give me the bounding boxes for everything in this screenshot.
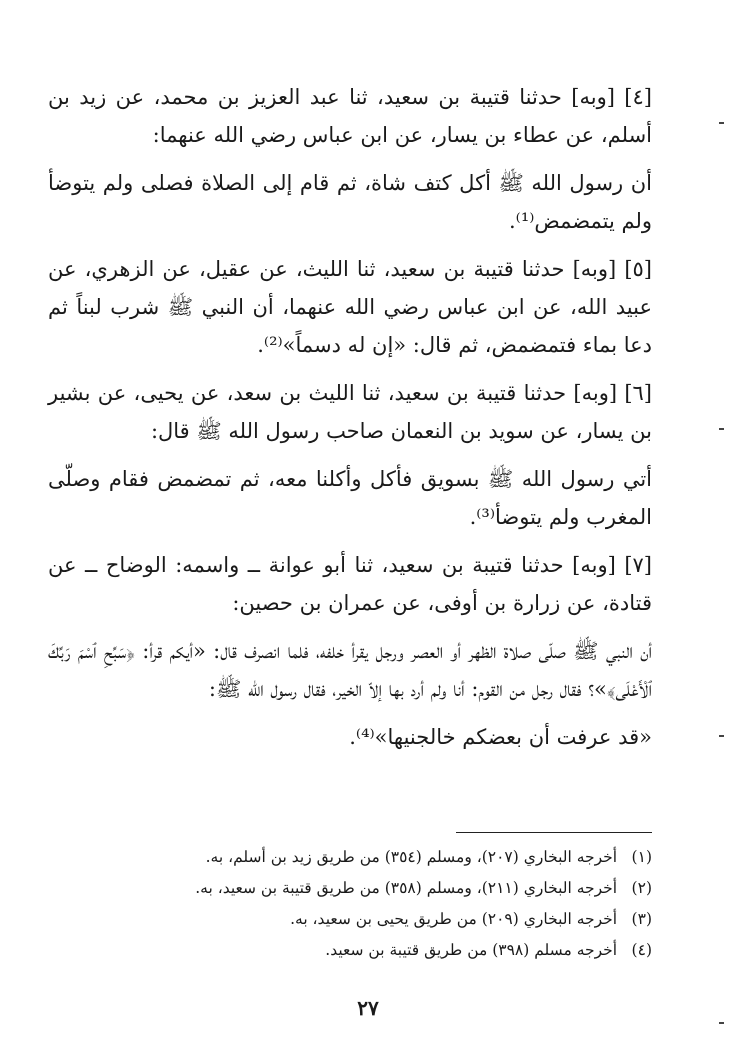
footnote-text: أخرجه البخاري (٢٠٧)، ومسلم (٣٥٤) من طريق زيد بن أسلم، به. xyxy=(205,848,618,866)
footnotes xyxy=(130,842,652,966)
footnote-4 xyxy=(130,935,652,966)
footnote-2 xyxy=(130,873,652,904)
footnote-divider xyxy=(456,832,652,833)
footnote-number: (٤) xyxy=(631,941,652,959)
hadith-7-text: أن النبي ﷺ صلّى صلاة الظهر أو العصر ورجل يقرأ خلفه، فلما انصرف قال: «أيكم قرأ: ﴿سَبِّحِ ٱسْمَ رَبِّكَ ٱلْأَعْلَى﴾»؟ فقال رجل من القوم: أنا ولم أرد بها إلاّ الخير، فقال رسول الله ﷺ: xyxy=(48,639,652,701)
hadith-6-isnad: [٦] [وبه] حدثنا قتيبة بن سعيد، ثنا الليث بن سعد، عن يحيى، عن بشير بن يسار، عن سويد بن النعمان صاحب رسول الله ﷺ قال: xyxy=(48,381,652,443)
main-text xyxy=(48,78,652,756)
footnote-text: أخرجه البخاري (٢١١)، ومسلم (٣٥٨) من طريق قتيبة بن سعيد، به. xyxy=(195,879,618,897)
margin-mark xyxy=(719,735,724,737)
margin-mark xyxy=(719,122,724,124)
hadith-7-quote: «قد عرفت أن بعضكم خالجنيها»⁽⁴⁾. xyxy=(349,725,652,749)
margin-mark xyxy=(719,1022,724,1024)
footnote-text: أخرجه مسلم (٣٩٨) من طريق قتيبة بن سعيد. xyxy=(325,941,618,959)
margin-mark xyxy=(719,428,724,430)
footnote-text: أخرجه البخاري (٢٠٩) من طريق يحيى بن سعيد، به. xyxy=(290,910,618,928)
footnote-1 xyxy=(130,842,652,873)
footnote-number: (١) xyxy=(631,848,652,866)
hadith-4-text: أن رسول الله ﷺ أكل كتف شاة، ثم قام إلى الصلاة فصلى ولم يتوضأ ولم يتمضمض⁽¹⁾. xyxy=(48,171,652,233)
footnote-3 xyxy=(130,904,652,935)
hadith-6-text: أتي رسول الله ﷺ بسويق فأكل وأكلنا معه، ثم تمضمض فقام وصلّى المغرب ولم يتوضأ⁽³⁾. xyxy=(48,467,652,529)
hadith-7-isnad: [٧] [وبه] حدثنا قتيبة بن سعيد، ثنا أبو عوانة ــ واسمه: الوضاح ــ عن قتادة، عن زرارة بن أوفى، عن عمران بن حصين: xyxy=(48,553,652,615)
footnote-number: (٣) xyxy=(631,910,652,928)
hadith-5: [٥] [وبه] حدثنا قتيبة بن سعيد، ثنا الليث، عن عقيل، عن الزهري، عن عبيد الله، عن ابن عباس رضي الله عنهما، أن النبي ﷺ شرب لبناً ثم دعا بماء فتمضمض، ثم قال: «إن له دسماً»⁽²⁾. xyxy=(48,257,652,357)
hadith-4-isnad: [٤] [وبه] حدثنا قتيبة بن سعيد، ثنا عبد العزيز بن محمد، عن زيد بن أسلم، عن عطاء بن يسار، عن ابن عباس رضي الله عنهما: xyxy=(48,85,652,147)
footnote-number: (٢) xyxy=(631,879,652,897)
page-number: ٢٧ xyxy=(357,996,379,1020)
